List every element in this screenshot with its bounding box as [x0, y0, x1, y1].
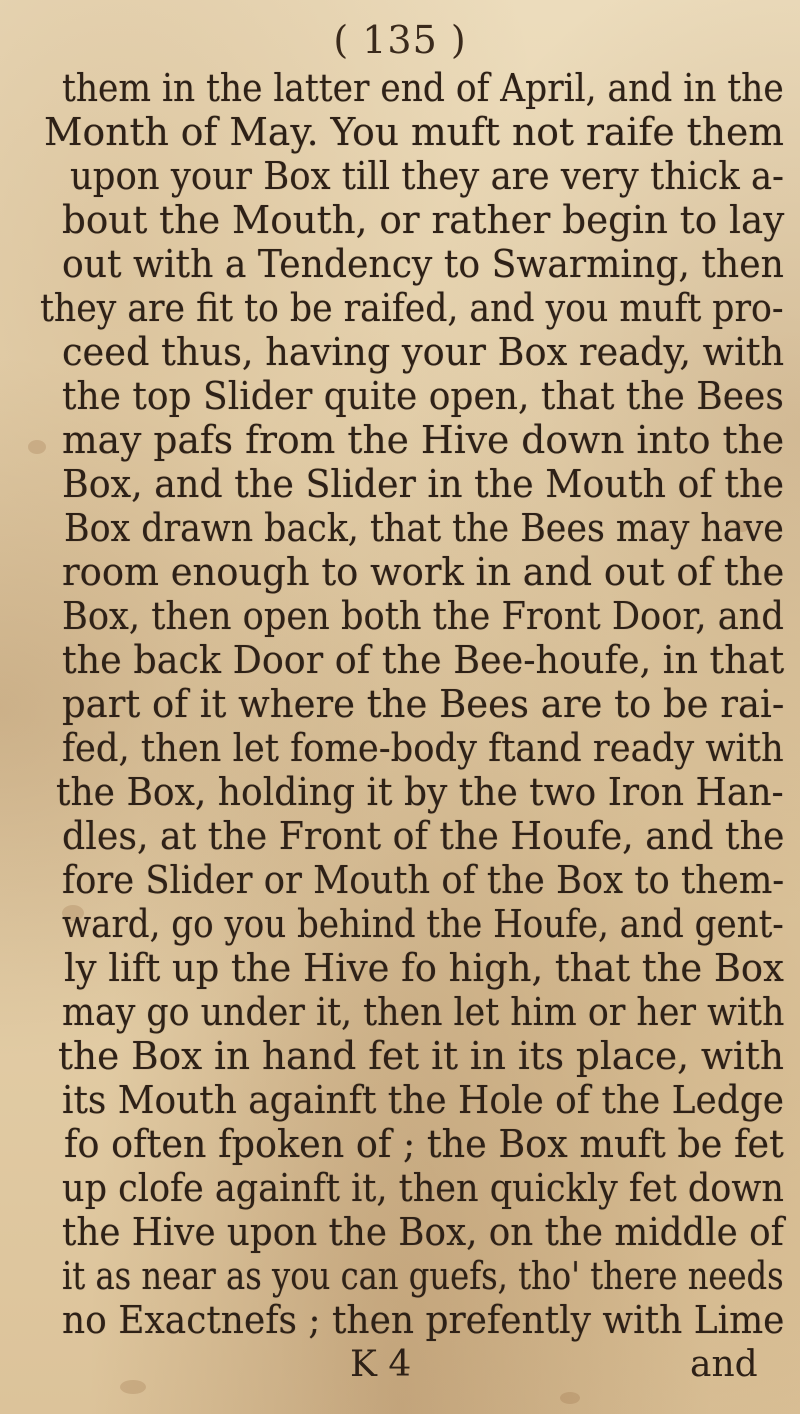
text-line: fo often fpoken of ; the Box muft be fet — [64, 1122, 784, 1166]
text-line: ward, go you behind the Houfe, and gent- — [62, 902, 784, 946]
catchword: and — [690, 1344, 758, 1385]
text-line: the Box in hand fet it in its place, with — [58, 1034, 784, 1078]
signature-mark: K 4 — [350, 1344, 412, 1385]
text-line: the back Door of the Bee-houfe, in that — [62, 638, 785, 682]
text-line: the top Slider quite open, that the Bees — [62, 374, 784, 418]
text-line: dles, at the Front of the Houfe, and the — [62, 814, 785, 858]
foxing-spot — [28, 440, 46, 454]
text-line: the Hive upon the Box, on the middle of — [62, 1210, 784, 1254]
page-number: ( 135 ) — [333, 18, 467, 62]
text-line: Box, then open both the Front Door, and — [62, 594, 784, 638]
page-footer — [0, 1344, 800, 1388]
text-line: out with a Tendency to Swarming, then — [62, 242, 784, 286]
text-line: the Box, holding it by the two Iron Han- — [56, 770, 784, 814]
text-line: may pafs from the Hive down into the — [62, 418, 785, 462]
text-line: fore Slider or Mouth of the Box to them- — [62, 858, 785, 902]
text-line: may go under it, then let him or her with — [62, 990, 785, 1034]
text-line: ceed thus, having your Box ready, with — [62, 330, 785, 374]
text-line: room enough to work in and out of the — [62, 550, 785, 594]
text-line: it as near as you can guefs, tho' there needs — [62, 1254, 784, 1298]
text-line: Box, and the Slider in the Mouth of the — [62, 462, 784, 506]
text-line: bout the Mouth, or rather begin to lay — [62, 198, 785, 242]
text-line: up clofe againft it, then quickly fet down — [62, 1166, 784, 1210]
text-line: no Exactnefs ; then prefently with Lime — [62, 1298, 785, 1342]
text-line: ly lift up the Hive fo high, that the Box — [64, 946, 784, 990]
text-line: Box drawn back, that the Bees may have — [64, 506, 784, 550]
text-line: its Mouth againft the Hole of the Ledge — [62, 1078, 785, 1122]
text-line: fed, then let fome-body ftand ready with — [62, 726, 784, 770]
text-line: Month of May. You muft not raife them — [44, 110, 784, 154]
text-line: them in the latter end of April, and in the — [62, 66, 784, 110]
text-line: upon your Box till they are very thick a- — [70, 154, 785, 198]
foxing-spot — [560, 1392, 580, 1404]
text-line: part of it where the Bees are to be rai- — [62, 682, 785, 726]
text-line: they are fit to be raifed, and you muft pro- — [40, 286, 784, 330]
